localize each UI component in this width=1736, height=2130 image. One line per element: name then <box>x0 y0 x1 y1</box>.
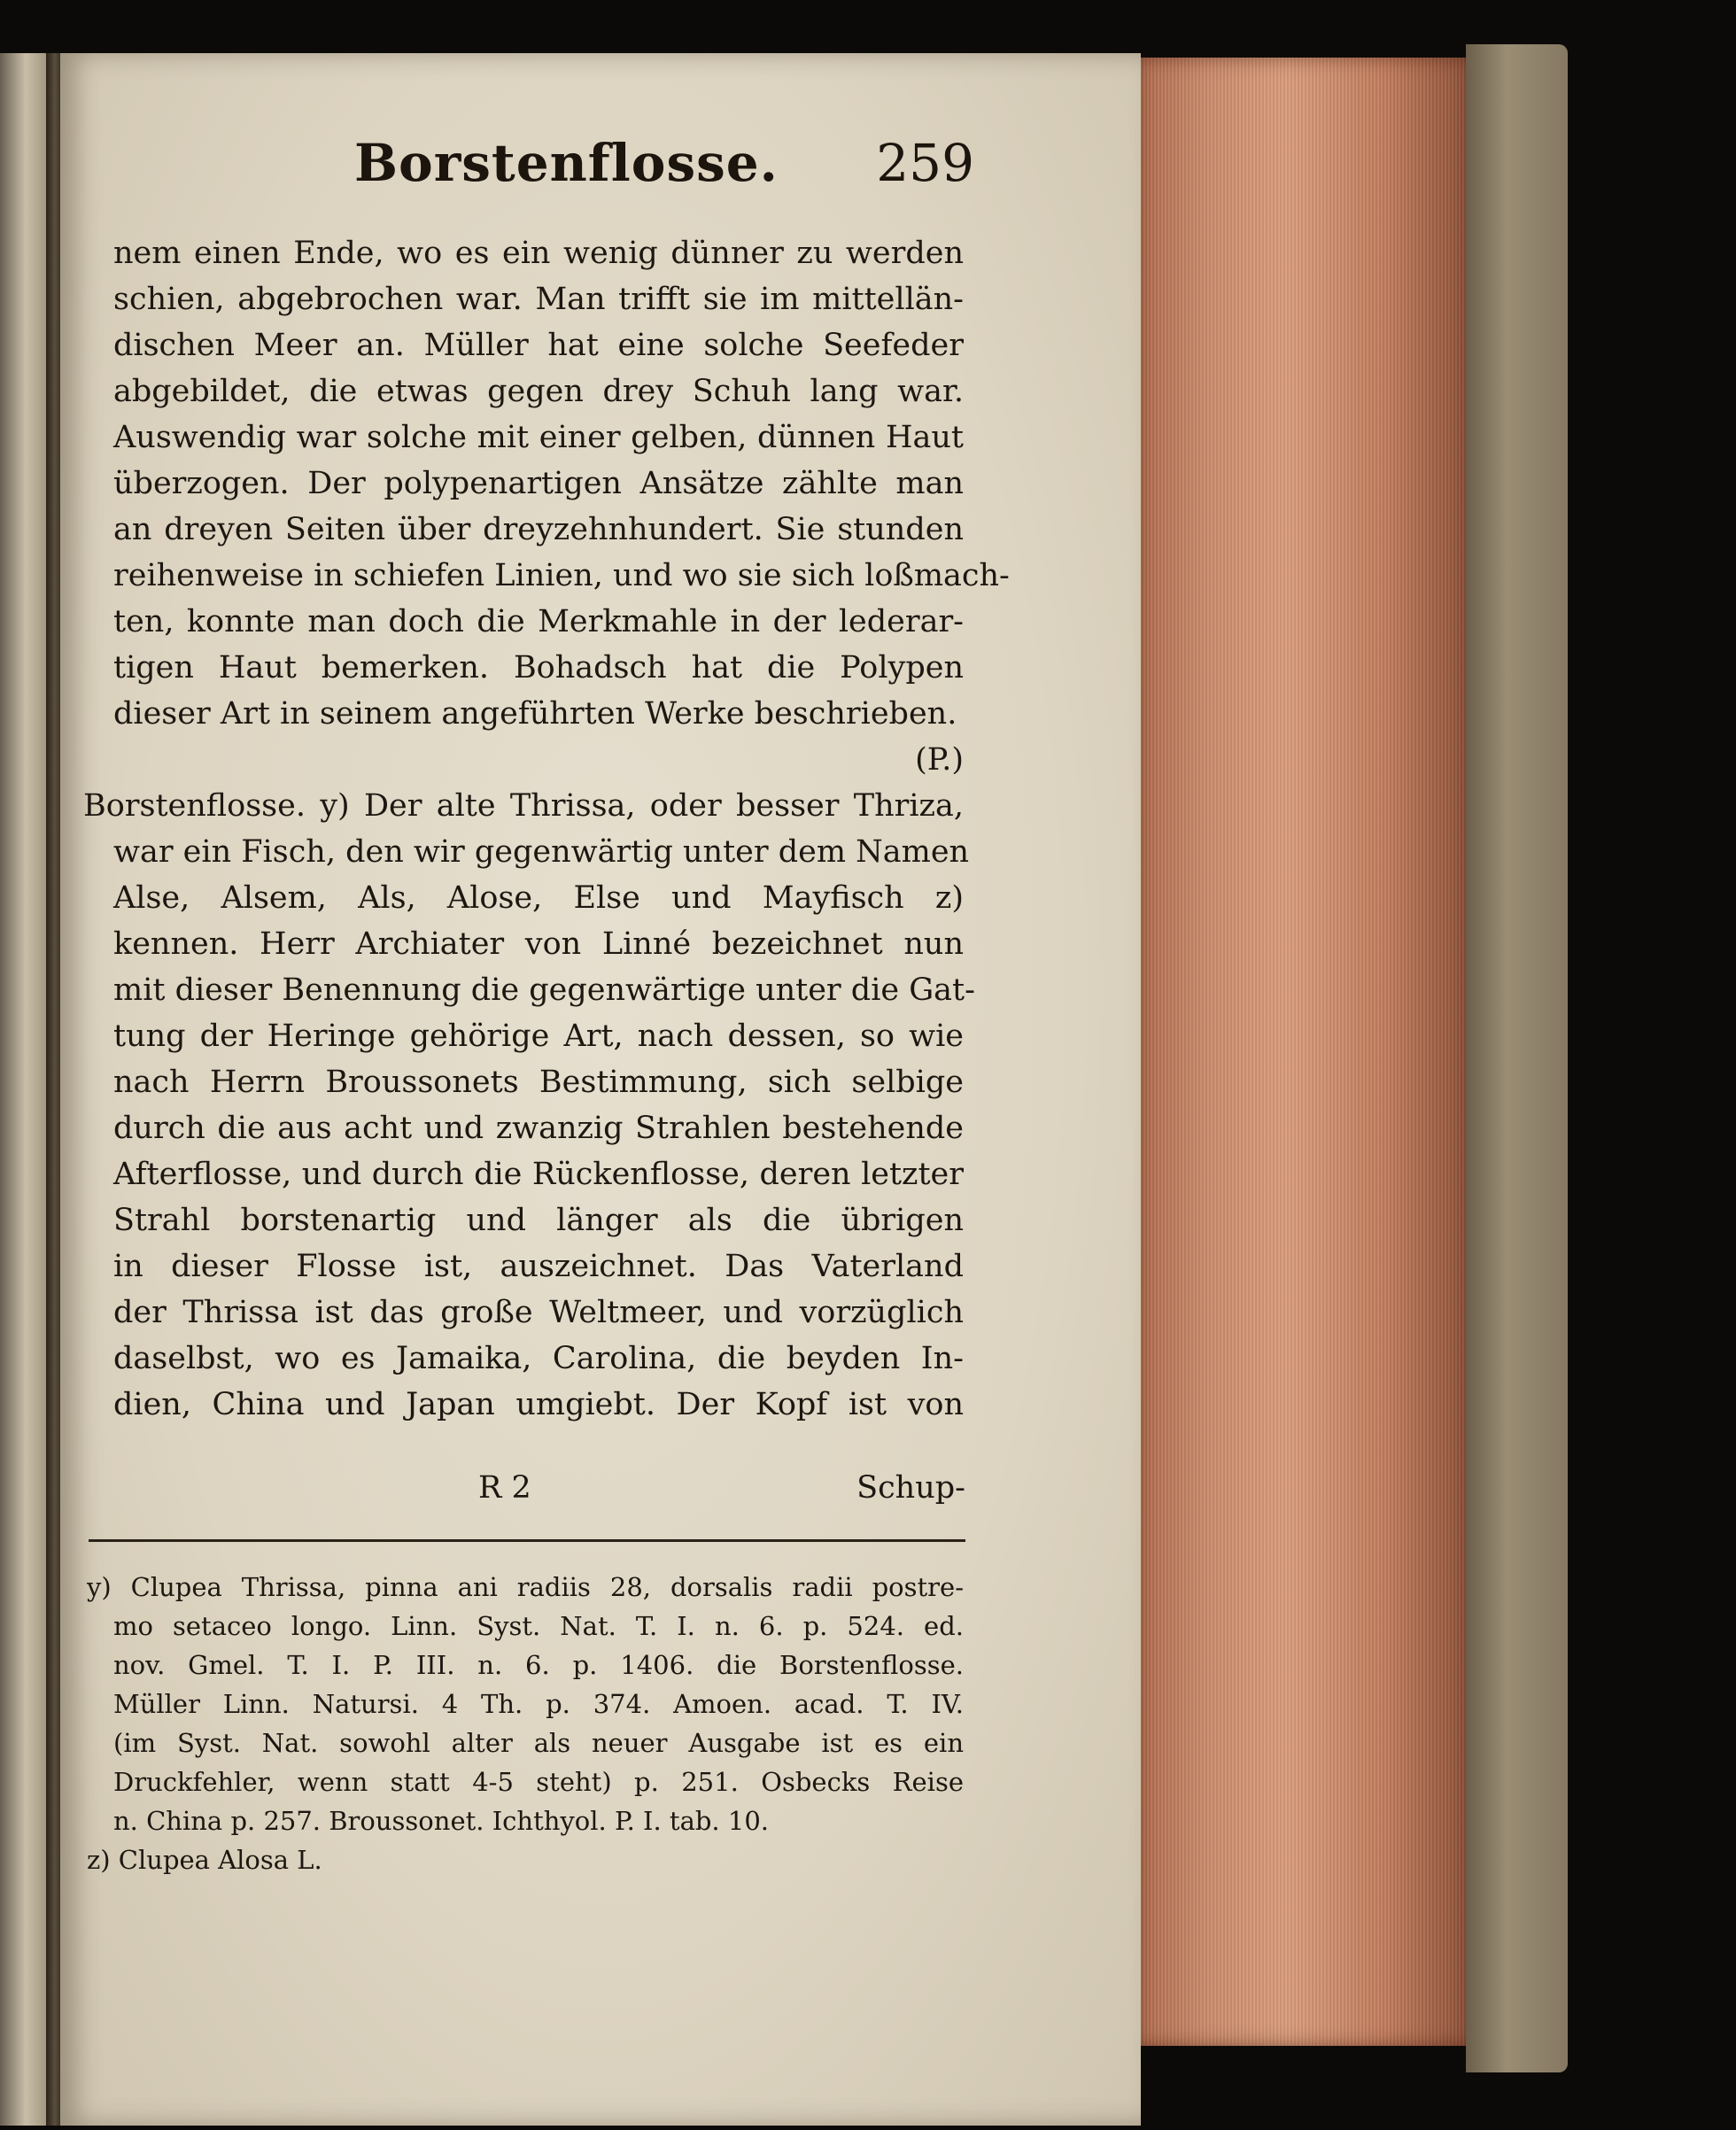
footnote-line: nov. Gmel. T. I. P. III. n. 6. p. 1406. die Borstenflosse. <box>113 1650 964 1680</box>
text-line: Alse, Alsem, Als, Alose, Else und Mayfisch z) <box>113 880 964 916</box>
text-line: tung der Heringe gehörige Art, nach dessen, so wie <box>113 1019 964 1054</box>
page-number: 259 <box>876 133 974 193</box>
footnote-line: y) Clupea Thrissa, pinna ani radiis 28, dorsalis radii postre- <box>87 1572 964 1602</box>
text-line: dieser Art in seinem angeführten Werke beschrieben. <box>113 696 957 732</box>
footnote-rule <box>89 1539 965 1542</box>
book-cover <box>1466 44 1568 2072</box>
footnote-line: (im Syst. Nat. sowohl alter als neuer Ausgabe ist es ein <box>113 1728 964 1758</box>
text-line: tigen Haut bemerken. Bohadsch hat die Polypen <box>113 650 964 685</box>
text-line: durch die aus acht und zwanzig Strahlen bestehende <box>113 1111 964 1146</box>
text-line: Auswendig war solche mit einer gelben, dünnen Haut <box>113 420 964 455</box>
text-line: mit dieser Benennung die gegenwärtige unter die Gat- <box>113 972 975 1008</box>
footnote-line: z) Clupea Alosa L. <box>87 1845 322 1875</box>
footnote-line: mo setaceo longo. Linn. Syst. Nat. T. I. n. 6. p. 524. ed. <box>113 1611 964 1641</box>
footnotes <box>87 1568 964 1879</box>
text-line: Afterflosse, und durch die Rückenflosse, deren letzter <box>113 1157 964 1192</box>
signature-mark: R 2 <box>478 1470 531 1506</box>
author-mark: (P.) <box>915 742 964 778</box>
text-line: ten, konnte man doch die Merkmahle in der lederar- <box>113 604 964 639</box>
text-line: abgebildet, die etwas gegen drey Schuh lang war. <box>113 374 964 409</box>
footnote-line: Druckfehler, wenn statt 4-5 steht) p. 251. Osbecks Reise <box>113 1767 964 1797</box>
text-line: dien, China und Japan umgiebt. Der Kopf ist von <box>113 1387 964 1422</box>
body-text <box>83 230 1010 1428</box>
footnote-line: Müller Linn. Natursi. 4 Th. p. 374. Amoen. acad. T. IV. <box>113 1689 964 1719</box>
text-line: reihenweise in schiefen Linien, und wo sie sich loßmach- <box>113 558 1010 593</box>
text-line: in dieser Flosse ist, auszeichnet. Das Vaterland <box>113 1249 964 1284</box>
signature-line <box>478 1470 965 1516</box>
entry-heading-line: Borstenflosse. y) Der alte Thrissa, oder besser Thriza, <box>83 788 964 824</box>
footnote-line: n. China p. 257. Broussonet. Ichthyol. P. I. tab. 10. <box>113 1806 769 1836</box>
text-line: nach Herrn Broussonets Bestimmung, sich selbige <box>113 1065 964 1100</box>
running-head <box>354 133 974 204</box>
text-line: Strahl borstenartig und länger als die übrigen <box>113 1203 964 1238</box>
book-fore-edge <box>1136 58 1473 2046</box>
text-line: war ein Fisch, den wir gegenwärtig unter dem Namen <box>113 834 970 870</box>
text-line: dischen Meer an. Müller hat eine solche Seefeder <box>113 328 964 363</box>
text-line: überzogen. Der polypenartigen Ansätze zählte man <box>113 466 964 501</box>
text-line: daselbst, wo es Jamaika, Carolina, die beyden In- <box>113 1341 964 1376</box>
catchword: Schup- <box>856 1470 965 1506</box>
text-line: an dreyen Seiten über dreyzehnhundert. Sie stunden <box>113 512 964 547</box>
text-line: kennen. Herr Archiater von Linné bezeichnet nun <box>113 926 964 962</box>
left-page-edge <box>0 53 51 2126</box>
page-title: Borstenflosse. <box>354 133 779 193</box>
text-line: schien, abgebrochen war. Man trifft sie im mittellän- <box>113 282 964 317</box>
text-line: nem einen Ende, wo es ein wenig dünner zu werden <box>113 236 964 271</box>
text-line: der Thrissa ist das große Weltmeer, und vorzüglich <box>113 1295 964 1330</box>
